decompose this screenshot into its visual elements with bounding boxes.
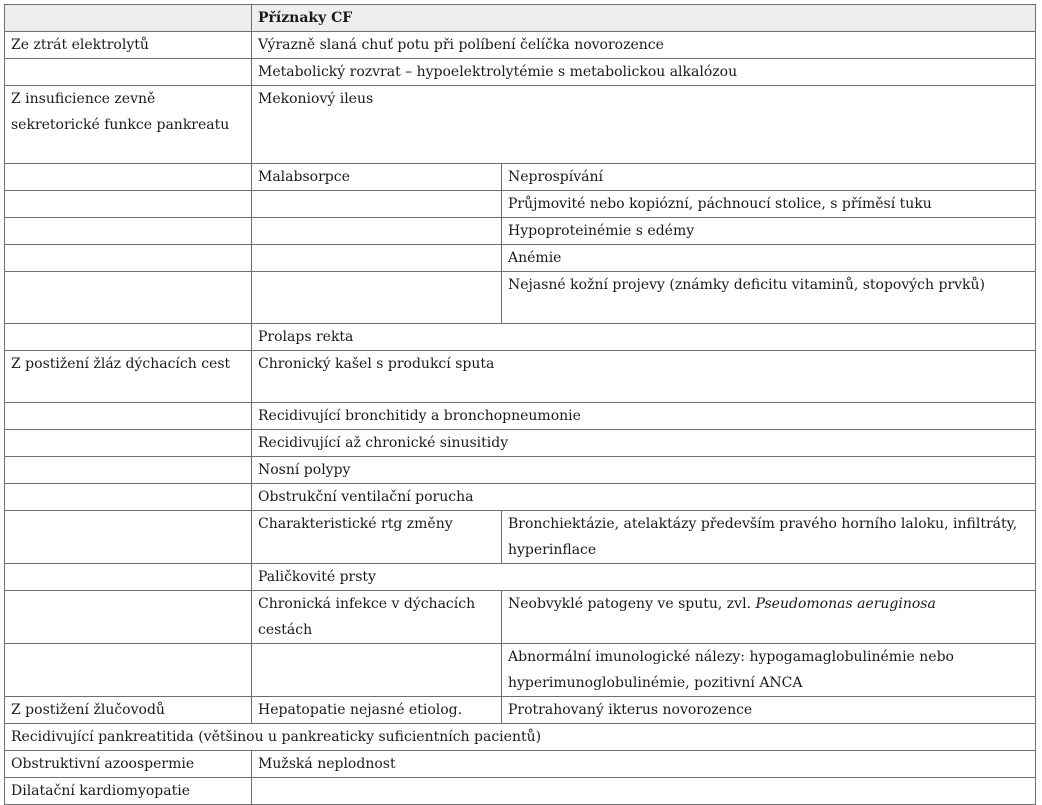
full-width-cell: Recidivující pankreatitida (většinou u pankreaticky suficientních pacientů)	[5, 724, 1036, 751]
table-row	[5, 245, 1036, 272]
detail-text: Neobvyklé patogeny ve sputu, zvl.	[508, 596, 756, 612]
symptom-cell	[252, 272, 502, 324]
category-cell: Dilatační kardiomyopatie	[5, 778, 252, 805]
table-row	[5, 511, 1036, 564]
detail-cell: Abnormální imunologické nálezy: hypogamaglobulinémie nebo hyperimunoglobulinémie, pozitivní ANCA	[502, 644, 1036, 697]
table-row	[5, 778, 1036, 805]
symptom-cell	[252, 245, 502, 272]
detail-cell: Hypoproteinémie s edémy	[502, 218, 1036, 245]
detail-cell: Anémie	[502, 245, 1036, 272]
category-cell	[5, 430, 252, 457]
table-row	[5, 272, 1036, 324]
table-row	[5, 644, 1036, 697]
category-cell	[5, 644, 252, 697]
category-cell	[5, 59, 252, 86]
detail-cell: Průjmovité nebo kopiózní, páchnoucí stolice, s příměsí tuku	[502, 191, 1036, 218]
symptom-cell: Recidivující až chronické sinusitidy	[252, 430, 1036, 457]
table-row	[5, 697, 1036, 724]
category-cell	[5, 191, 252, 218]
category-cell	[5, 164, 252, 191]
symptom-cell: Mužská neplodnost	[252, 751, 1036, 778]
symptom-cell: Chronický kašel s produkcí sputa	[252, 351, 1036, 403]
symptom-cell: Mekoniový ileus	[252, 86, 1036, 164]
table-row	[5, 59, 1036, 86]
category-cell	[5, 564, 252, 591]
table-title: Příznaky CF	[252, 5, 1036, 32]
category-cell	[5, 484, 252, 511]
detail-cell: Bronchiektázie, atelaktázy především pravého horního laloku, infiltráty, hyperinflace	[502, 511, 1036, 564]
symptom-cell: Nosní polypy	[252, 457, 1036, 484]
header-empty-cell	[5, 5, 252, 32]
category-cell	[5, 272, 252, 324]
symptom-cell: Hepatopatie nejasné etiolog.	[252, 697, 502, 724]
table-row	[5, 724, 1036, 751]
table-row	[5, 751, 1036, 778]
symptom-cell: Recidivující bronchitidy a bronchopneumonie	[252, 403, 1036, 430]
category-cell	[5, 511, 252, 564]
category-cell	[5, 324, 252, 351]
category-cell: Z postižení žlučovodů	[5, 697, 252, 724]
table-row	[5, 403, 1036, 430]
symptom-cell: Prolaps rekta	[252, 324, 1036, 351]
table-row	[5, 191, 1036, 218]
symptom-cell	[252, 644, 502, 697]
symptom-cell: Chronická infekce v dýchacích cestách	[252, 591, 502, 644]
category-cell: Z postižení žláz dýchacích cest	[5, 351, 252, 403]
category-cell	[5, 218, 252, 245]
table-row	[5, 86, 1036, 164]
category-cell	[5, 591, 252, 644]
category-cell: Ze ztrát elektrolytů	[5, 32, 252, 59]
table-row	[5, 430, 1036, 457]
category-cell: Z insuficience zevně sekretorické funkce pankreatu	[5, 86, 252, 164]
table-row	[5, 324, 1036, 351]
detail-cell: Nejasné kožní projevy (známky deficitu vitaminů, stopových prvků)	[502, 272, 1036, 324]
symptom-cell	[252, 218, 502, 245]
table-row	[5, 591, 1036, 644]
table-row	[5, 218, 1036, 245]
symptom-cell: Paličkovité prsty	[252, 564, 1036, 591]
table-row	[5, 484, 1036, 511]
detail-cell: Protrahovaný ikterus novorozence	[502, 697, 1036, 724]
symptom-cell	[252, 778, 1036, 805]
category-cell	[5, 245, 252, 272]
table-row	[5, 32, 1036, 59]
category-cell	[5, 403, 252, 430]
table-row	[5, 351, 1036, 403]
symptom-cell	[252, 191, 502, 218]
detail-cell: Neprospívání	[502, 164, 1036, 191]
symptom-cell: Charakteristické rtg změny	[252, 511, 502, 564]
pathogen-name: Pseudomonas aeruginosa	[755, 596, 936, 612]
symptom-cell: Metabolický rozvrat – hypoelektrolytémie s metabolickou alkalózou	[252, 59, 1036, 86]
table-header-row	[5, 5, 1036, 32]
cf-symptoms-table	[4, 4, 1036, 805]
table-row	[5, 164, 1036, 191]
detail-cell	[502, 591, 1036, 644]
category-cell: Obstruktivní azoospermie	[5, 751, 252, 778]
symptom-cell: Obstrukční ventilační porucha	[252, 484, 1036, 511]
symptom-cell: Výrazně slaná chuť potu při políbení čelíčka novorozence	[252, 32, 1036, 59]
symptom-cell: Malabsorpce	[252, 164, 502, 191]
table-row	[5, 457, 1036, 484]
table-row	[5, 564, 1036, 591]
category-cell	[5, 457, 252, 484]
